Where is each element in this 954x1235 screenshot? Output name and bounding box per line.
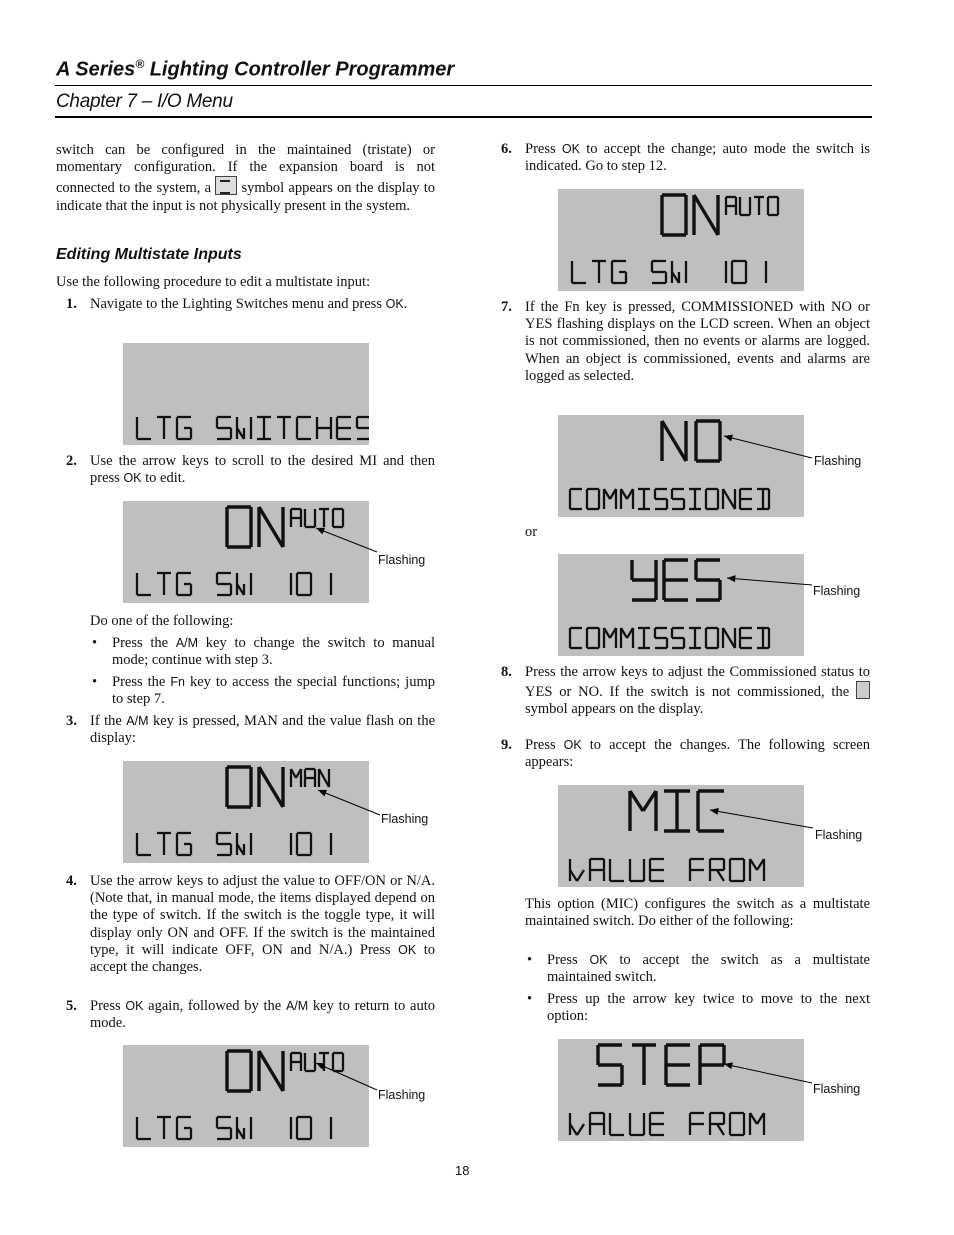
lcd-glyph-F [690,859,704,881]
bullet-fn: • Press the Fn key to access the special functions; jump to step 7. [92,674,435,708]
lcd-glyph-O [333,509,343,527]
lcd-glyph-O [227,767,251,807]
lcd-glyph-D [757,489,769,509]
lcd-screen-on-auto-2 [123,1045,369,1147]
lcd-glyph-P [700,1045,724,1085]
lcd-glyph-T [157,1117,171,1139]
lcd-glyph-L [137,417,151,439]
uncommissioned-icon [856,681,870,699]
lcd-glyph-N [723,628,735,648]
step-2: 2. Use the arrow keys to scroll to the desired MI and then press OK to edit. [66,453,435,487]
step-9: 9. Press OK to accept the changes. The following screen appears: [501,737,870,771]
lcd-glyph-E [666,1045,690,1085]
lcd-glyph-S [217,833,231,855]
lcd-glyph-T [632,1045,656,1085]
lcd-glyph-S [217,1117,231,1139]
lcd-glyph-M [621,628,633,648]
lcd-glyph-S [217,417,231,439]
step-1: 1. Navigate to the Lighting Switches menu and press OK. [66,296,408,312]
lcd-glyph-0 [732,261,746,283]
lcd-glyph-S [655,489,667,509]
lcd-glyph-T [592,261,606,283]
lcd-glyph-S [652,261,666,283]
lcd-glyph-O [730,1113,744,1135]
lcd-glyph-L [137,573,151,595]
lcd-glyph-N [662,421,686,461]
lcd6-svg [558,415,804,517]
lcd-glyph-G [177,573,191,595]
bullet-ok: • Press OK to accept the switch as a multistate maintained switch. [527,952,870,986]
flashing-label: Flashing [378,553,426,567]
flashing-label: Flashing [378,1088,426,1102]
step-8: 8. Press the arrow keys to adjust the Commissioned status to YES or NO. If the switch is not commissioned, the symbol appears on the display. [501,664,870,718]
lcd-glyph-U [740,197,750,215]
lcd-glyph-O [662,195,686,235]
lcd-glyph-I [257,417,271,439]
lcd-glyph-0 [297,833,311,855]
flashing-label: Flashing [815,828,863,842]
lcd8-svg [558,785,804,887]
lcd-glyph-M [291,769,301,787]
lcd-glyph-V [570,859,584,881]
lcd-glyph-U [630,859,644,881]
lcd-glyph-L [137,833,151,855]
lcd-glyph-M [750,1113,764,1135]
step-3: 3. If the A/M key is pressed, MAN and the value flash on the display: [66,713,435,747]
lcd1-svg [123,343,369,445]
lcd-glyph-I [638,628,650,648]
chapter-rule [55,116,872,118]
lcd-glyph-O [730,859,744,881]
lcd-glyph-T [157,833,171,855]
lcd-glyph-N [259,1051,283,1091]
lcd-glyph-0 [297,1117,311,1139]
lcd-glyph-A [590,859,604,881]
lcd-glyph-O [768,197,778,215]
lcd-glyph-E [337,417,351,439]
lcd-glyph-R [710,1113,724,1135]
lcd-glyph-O [706,489,718,509]
lcd-glyph-S [672,489,684,509]
lcd-glyph-U [305,509,315,527]
section-heading: Editing Multistate Inputs [56,246,242,263]
lcd-glyph-L [610,859,624,881]
lcd-glyph-S [672,628,684,648]
lcd-glyph-A [726,197,736,215]
lcd-glyph-N [259,507,283,547]
lcd-glyph-H [317,417,331,439]
lcd-glyph-S [357,417,369,439]
lcd-glyph-D [757,628,769,648]
lcd-glyph-S [598,1045,622,1085]
do-one-text: Do one of the following: [90,613,234,629]
lcd-screen-on-man [123,761,369,863]
lcd-glyph-0 [297,573,311,595]
lcd-glyph-E [664,560,688,600]
lcd-glyph-N [259,767,283,807]
lcd-glyph-E [650,1113,664,1135]
lcd-glyph-O [227,1051,251,1091]
flashing-label: Flashing [813,1082,861,1096]
lcd-glyph-W [237,417,251,439]
step-6: 6. Press OK to accept the change; auto mode the switch is indicated. Go to step 12. [501,141,870,175]
lcd-glyph-O [333,1053,343,1071]
lcd-glyph-T [754,197,764,215]
lcd3-svg [123,761,369,863]
lcd-glyph-W [237,1117,251,1139]
lcd-glyph-I [689,628,701,648]
lcd-glyph-T [319,1053,329,1071]
lcd-glyph-G [177,1117,191,1139]
lcd-glyph-E [740,628,752,648]
step-7: 7. If the Fn key is pressed, COMMISSIONED with NO or YES flashing displays on the LCD screen. When an object is not commissioned, then no events or alarms are logged. When an object is commissioned, events and alarms are logged as selected. [501,299,870,384]
lcd-glyph-C [698,791,724,831]
lcd-glyph-M [630,791,656,831]
intro-paragraph: switch can be configured in the maintained (tristate) or momentary configuration. If the expansion board is not connected to the system, a symbol appears on the display to indicate that the input is not physically present in the system. [56,142,436,214]
lcd-glyph-C [570,628,582,648]
lcd-glyph-Y [632,560,656,600]
lcd-glyph-G [177,417,191,439]
not-present-icon [215,176,237,195]
lcd-glyph-N [319,769,329,787]
lcd-glyph-O [696,421,720,461]
flashing-label: Flashing [381,812,429,826]
flashing-label: Flashing [813,584,861,598]
lcd-glyph-S [696,560,720,600]
step-5: 5. Press OK again, followed by the A/M key to return to auto mode. [66,998,435,1032]
lcd-glyph-I [664,791,690,831]
lcd-glyph-L [572,261,586,283]
lcd7-svg [558,554,804,656]
lcd-screen-ltg-switches [123,343,369,445]
lcd-glyph-T [157,417,171,439]
lcd-glyph-W [237,833,251,855]
lcd-glyph-V [570,1113,584,1135]
lcd-glyph-U [630,1113,644,1135]
lcd-glyph-O [587,628,599,648]
header-title: A Series® Lighting Controller Programmer [56,57,455,81]
lcd-glyph-A [305,769,315,787]
lcd-screen-on-auto-1 [123,501,369,603]
lead-text: Use the following procedure to edit a multistate input: [56,274,371,290]
lcd-glyph-G [177,833,191,855]
lcd-glyph-N [723,489,735,509]
header-rule [55,85,872,86]
lcd-glyph-R [710,859,724,881]
lcd-screen-no-commissioned [558,415,804,517]
or-text: or [525,524,538,540]
lcd-glyph-N [694,195,718,235]
lcd-glyph-I [638,489,650,509]
lcd-glyph-T [157,573,171,595]
step-4: 4. Use the arrow keys to adjust the value to OFF/ON or N/A. (Note that, in manual mode, the items displayed depend on the type of switch. If the switch is the toggle type, it will display only ON and OFF. If the switch is the maintained type, it will indicate OFF, ON and N/A.) Press OK to accept the changes. [66,873,435,976]
lcd-glyph-C [570,489,582,509]
lcd-glyph-G [612,261,626,283]
bullet-am: • Press the A/M key to change the switch to manual mode; continue with step 3. [92,635,435,669]
lcd-screen-mic [558,785,804,887]
lcd-screen-yes-commissioned [558,554,804,656]
lcd-glyph-O [227,507,251,547]
lcd-glyph-A [291,509,301,527]
lcd-glyph-T [277,417,291,439]
lcd-glyph-L [610,1113,624,1135]
page-number: 18 [455,1163,470,1178]
lcd4-svg [123,1045,369,1147]
lcd-glyph-M [604,628,616,648]
lcd-glyph-S [655,628,667,648]
lcd-glyph-A [291,1053,301,1071]
lcd2-svg [123,501,369,603]
flashing-label: Flashing [814,454,862,468]
lcd-glyph-L [137,1117,151,1139]
lcd-glyph-O [587,489,599,509]
lcd-screen-step [558,1039,804,1141]
lcd-glyph-S [217,573,231,595]
lcd-glyph-W [672,261,686,283]
lcd-glyph-C [297,417,311,439]
lcd-glyph-I [689,489,701,509]
lcd-glyph-M [621,489,633,509]
lcd-glyph-F [690,1113,704,1135]
lcd-glyph-A [590,1113,604,1135]
lcd-glyph-U [305,1053,315,1071]
lcd-glyph-T [319,509,329,527]
bullet-arrow: • Press up the arrow key twice to move to the next option: [527,991,870,1025]
lcd-glyph-M [604,489,616,509]
lcd5-svg [558,189,804,291]
chapter-title: Chapter 7 – I/O Menu [56,91,233,112]
lcd-screen-on-auto-3 [558,189,804,291]
lcd-glyph-O [706,628,718,648]
lcd9-svg [558,1039,804,1141]
lcd-glyph-E [740,489,752,509]
lcd-glyph-E [650,859,664,881]
lcd-glyph-W [237,573,251,595]
mic-description: This option (MIC) configures the switch as a multistate maintained switch. Do either of the following: [525,896,870,930]
lcd-glyph-M [750,859,764,881]
